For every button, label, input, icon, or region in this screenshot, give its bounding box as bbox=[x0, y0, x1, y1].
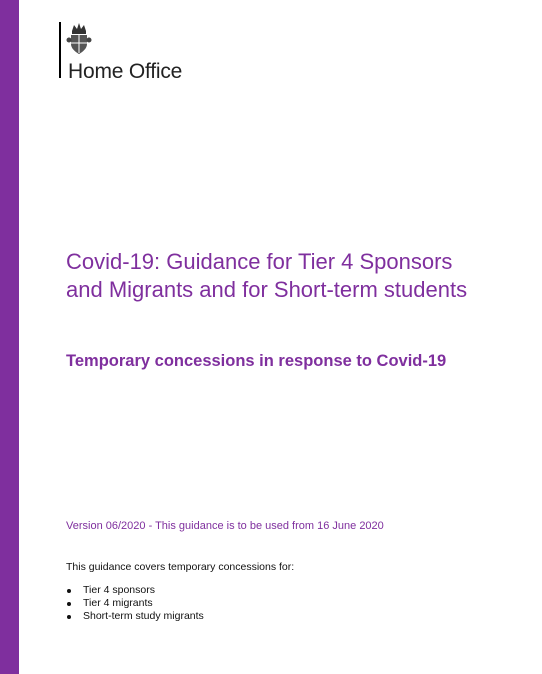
list-item-label: Tier 4 sponsors bbox=[83, 584, 155, 596]
list-item bbox=[66, 597, 204, 610]
list-item-label: Short-term study migrants bbox=[83, 610, 204, 622]
bullet-icon bbox=[67, 602, 71, 606]
document-title: Covid-19: Guidance for Tier 4 Sponsors and Migrants and for Short-term students bbox=[66, 249, 468, 302]
brand-side-bar bbox=[0, 0, 19, 674]
logo-divider bbox=[59, 22, 61, 78]
version-line: Version 06/2020 - This guidance is to be used from 16 June 2020 bbox=[66, 520, 384, 532]
list-item-label: Tier 4 migrants bbox=[83, 597, 153, 609]
list-item bbox=[66, 584, 204, 597]
intro-text: This guidance covers temporary concessions for: bbox=[66, 561, 295, 573]
bullet-icon bbox=[67, 615, 71, 619]
bullet-icon bbox=[67, 589, 71, 593]
home-office-logo-text: Home Office bbox=[68, 60, 183, 83]
concessions-list bbox=[66, 584, 204, 623]
list-item bbox=[66, 610, 204, 623]
crest-icon bbox=[66, 22, 92, 56]
document-subtitle: Temporary concessions in response to Covid-19 bbox=[66, 352, 447, 370]
